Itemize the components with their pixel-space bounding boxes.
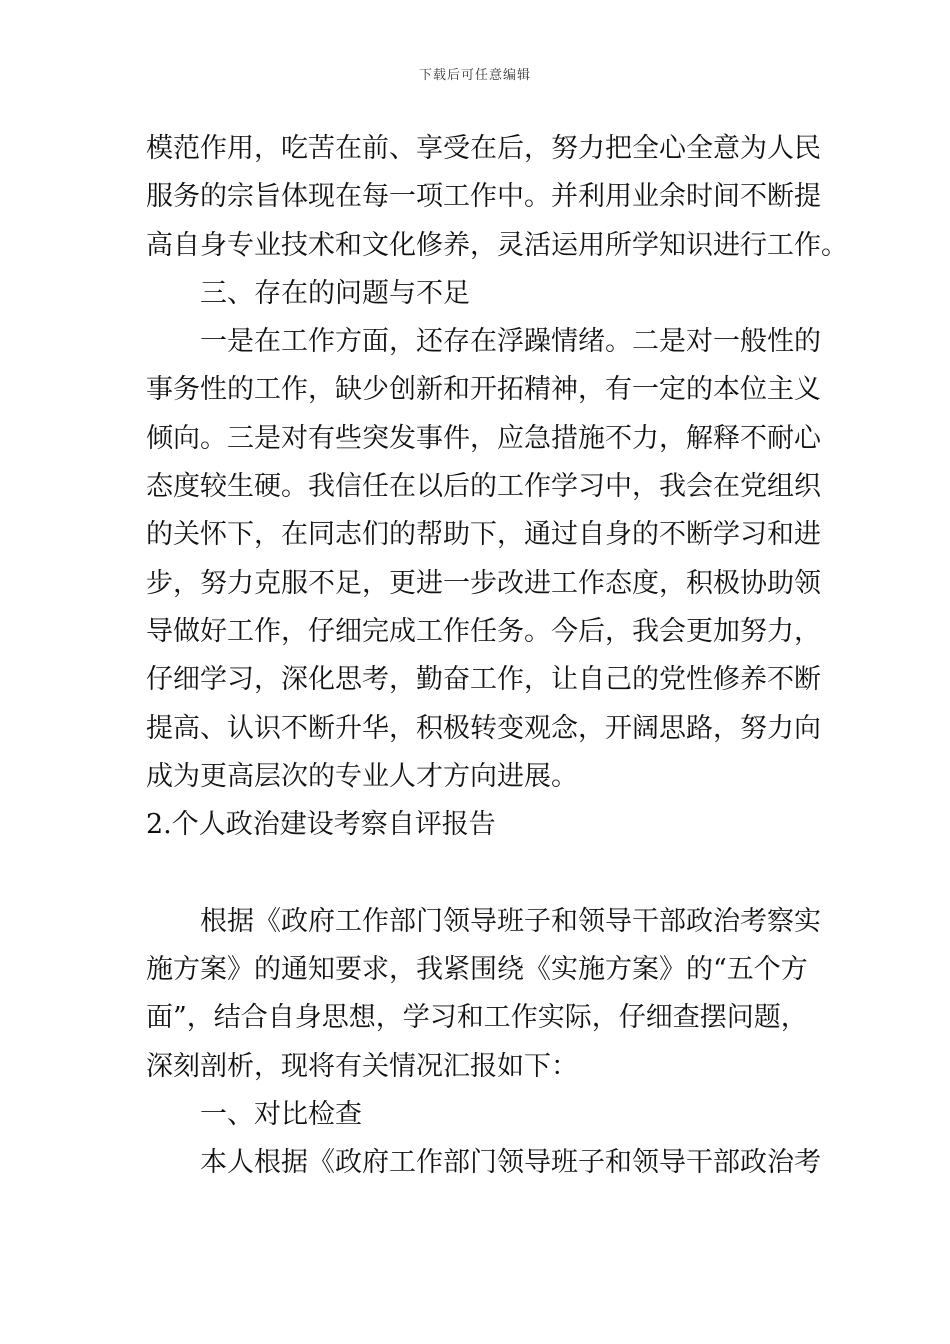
text-line: 服务的宗旨体现在每一项工作中。并利用业余时间不断提 xyxy=(146,181,821,213)
text-line: 面”，结合自身思想，学习和工作实际，仔细查摆问题， xyxy=(146,1002,808,1034)
text-line: 一是在工作方面，还存在浮躁情绪。二是对一般性的 xyxy=(200,326,821,358)
text-line: 本人根据《政府工作部门领导班子和领导干部政治考 xyxy=(200,1147,821,1179)
text-line: 根据《政府工作部门领导班子和领导干部政治考察实 xyxy=(200,905,821,937)
text-line: 成为更高层次的专业人才方向进展。 xyxy=(146,760,578,792)
text-line: 模范作用，吃苦在前、享受在后，努力把全心全意为人民 xyxy=(146,133,821,164)
section-heading: 三、存在的问题与不足 xyxy=(200,277,470,309)
section-heading: 一、对比检查 xyxy=(200,1098,362,1130)
text-line: 提高、认识不断升华，积极转变观念，开阔思路，努力向 xyxy=(146,712,821,744)
text-line: 仔细学习，深化思考，勤奋工作，让自己的党性修养不断 xyxy=(146,664,821,696)
text-line: 高自身专业技术和文化修养，灵活运用所学知识进行工作。 xyxy=(146,229,848,261)
document-body xyxy=(146,125,848,1188)
document-title: 2.个人政治建设考察自评报告 xyxy=(146,809,496,841)
text-line: 倾向。三是对有些突发事件，应急措施不力，解释不耐心 xyxy=(146,422,821,454)
text-line: 态度较生硬。我信任在以后的工作学习中，我会在党组织 xyxy=(146,471,821,503)
text-line: 深刻剖析，现将有关情况汇报如下： xyxy=(146,1050,578,1082)
text-line: 施方案》的通知要求，我紧围绕《实施方案》的“五个方 xyxy=(146,954,808,986)
text-line: 的关怀下，在同志们的帮助下，通过自身的不断学习和进 xyxy=(146,519,821,551)
text-line: 事务性的工作，缺少创新和开拓精神，有一定的本位主义 xyxy=(146,374,821,406)
page-header: 下载后可任意编辑 xyxy=(418,68,531,83)
blank-line xyxy=(146,849,811,897)
text-line: 导做好工作，仔细完成工作任务。今后，我会更加努力， xyxy=(146,615,821,647)
text-line: 步，努力克服不足，更进一步改进工作态度，积极协助领 xyxy=(146,567,821,599)
